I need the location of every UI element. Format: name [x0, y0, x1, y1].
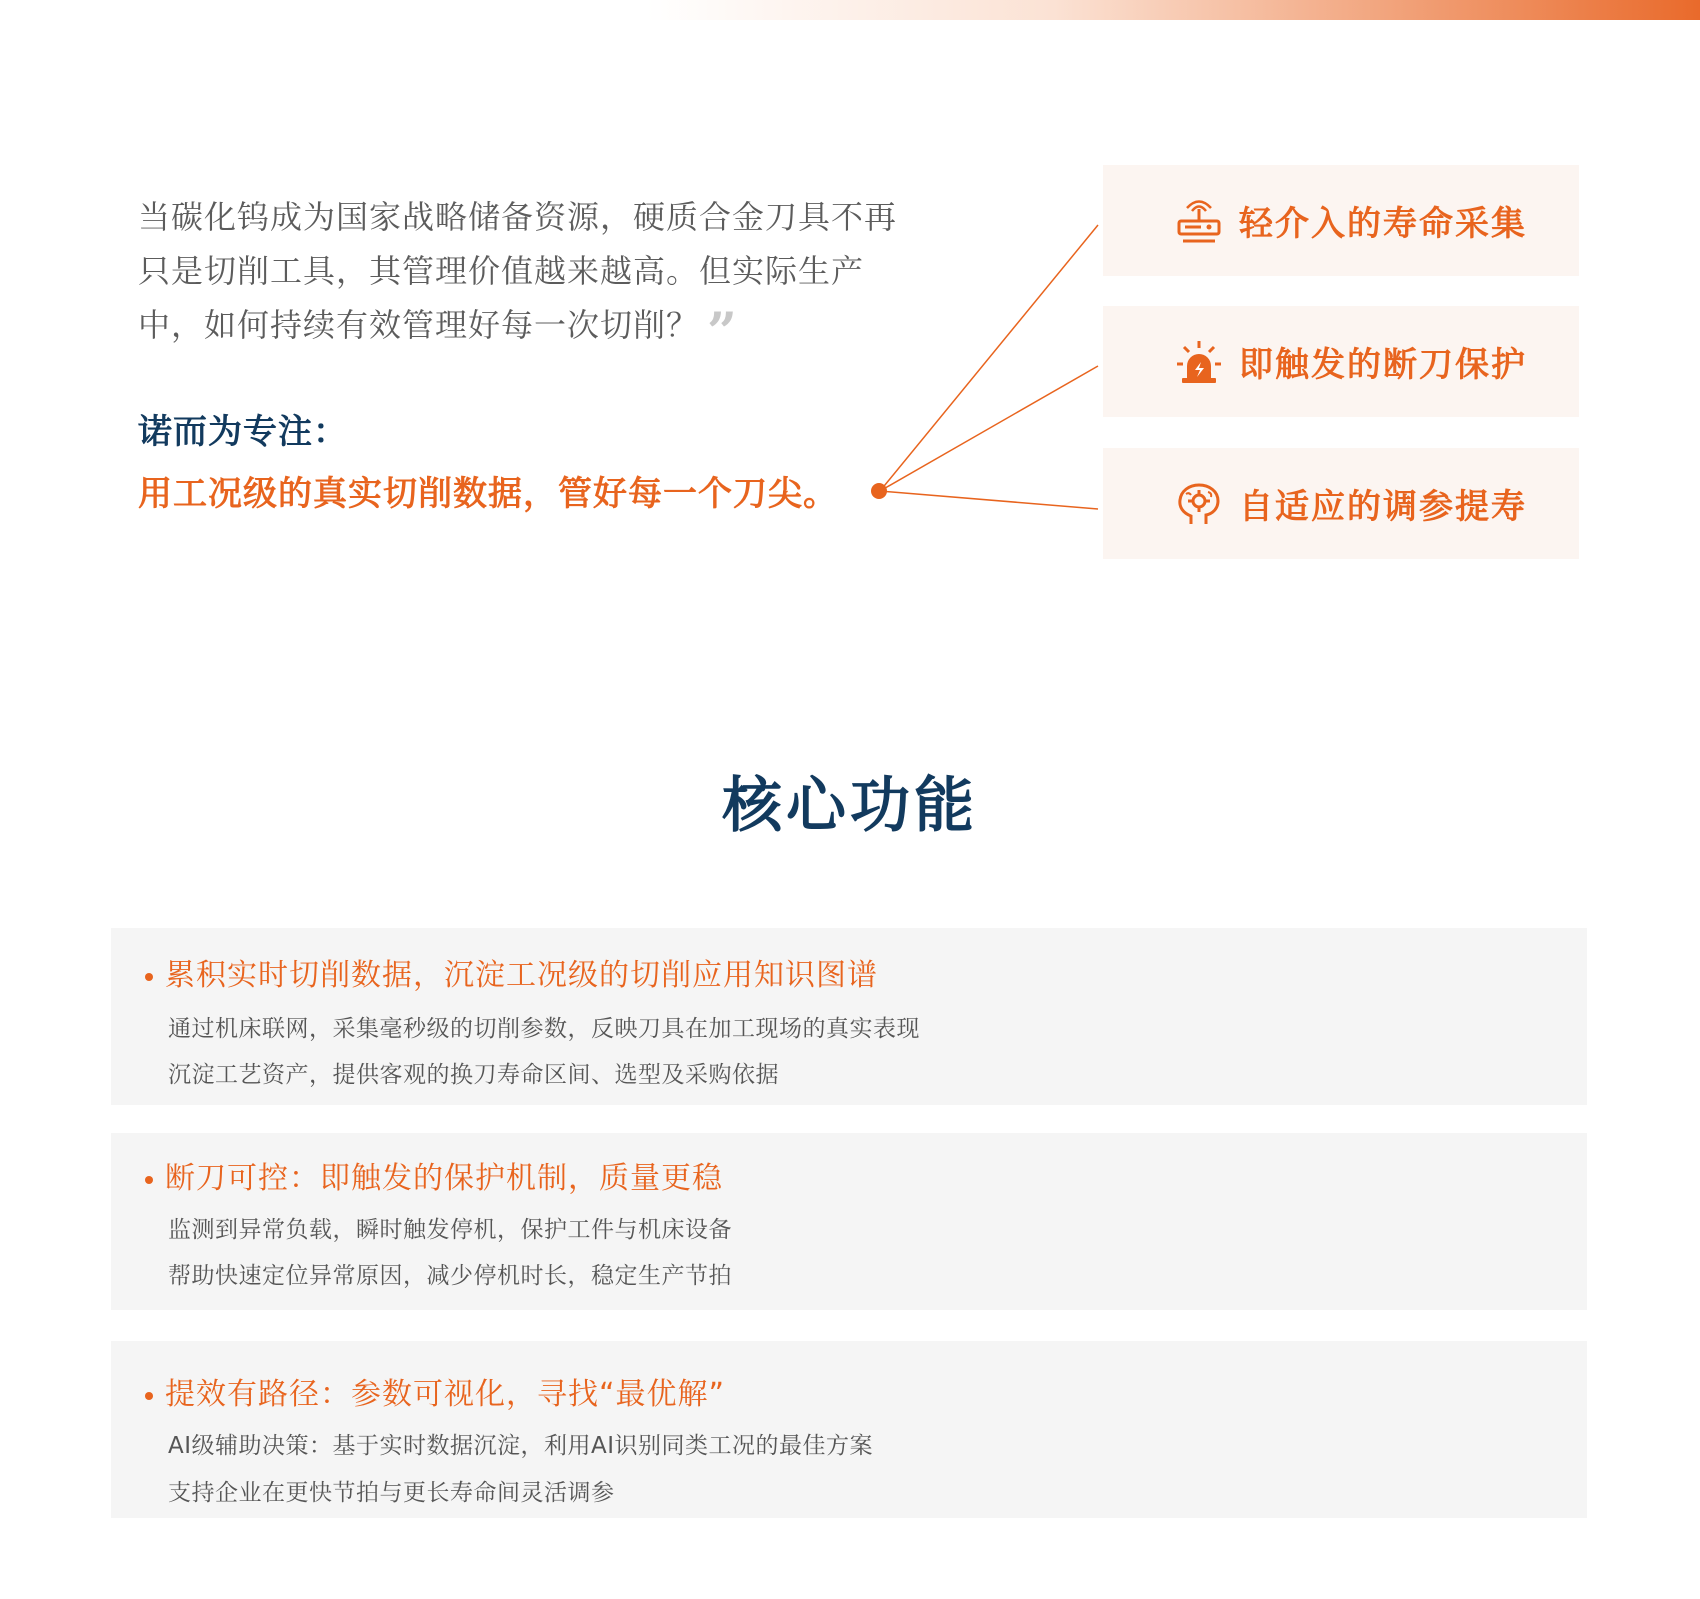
feature-label: 轻介入的寿命采集 — [1239, 204, 1527, 244]
feature-label: 即触发的断刀保护 — [1239, 345, 1527, 385]
function-title: 累积实时切削数据，沉淀工况级的切削应用知识图谱 — [145, 950, 878, 994]
focus-label: 诺而为专注： — [138, 412, 348, 452]
function-line: 帮助快速定位异常原因，减少停机时长，稳定生产节拍 — [168, 1263, 732, 1289]
feature-card-breakage — [1103, 306, 1579, 417]
function-card-efficiency — [111, 1341, 1587, 1518]
function-line: 监测到异常负载，瞬时触发停机，保护工件与机床设备 — [168, 1217, 732, 1243]
bullet-dot-icon — [145, 1176, 153, 1184]
feature-card-lifespan — [1103, 165, 1579, 276]
bullet-dot-icon — [145, 973, 153, 981]
intro-line: 中，如何持续有效管理好每一次切削？ ” — [138, 302, 738, 363]
function-line: 通过机床联网，采集毫秒级的切削参数，反映刀具在加工现场的真实表现 — [168, 1016, 920, 1042]
bullet-dot-icon — [145, 1392, 153, 1400]
function-line: 沉淀工艺资产，提供客观的换刀寿命区间、选型及采购依据 — [168, 1062, 779, 1088]
function-title: 断刀可控：即触发的保护机制，质量更稳 — [145, 1153, 723, 1197]
function-card-knowledge — [111, 928, 1587, 1105]
brain-gear-icon — [1175, 480, 1223, 528]
function-card-breakage — [111, 1133, 1587, 1310]
feature-card-tuning — [1103, 448, 1579, 559]
feature-label: 自适应的调参提寿 — [1239, 487, 1527, 527]
alarm-light-icon — [1175, 338, 1223, 386]
focus-slogan: 用工况级的真实切削数据，管好每一个刀尖。 — [138, 474, 838, 514]
section-title: 核心功能 — [722, 771, 978, 841]
function-line: 支持企业在更快节拍与更长寿命间灵活调参 — [168, 1480, 615, 1506]
intro-line: 只是切削工具，其管理价值越来越高。但实际生产 — [138, 252, 865, 290]
function-line: AI级辅助决策：基于实时数据沉淀，利用AI识别同类工况的最佳方案 — [168, 1433, 874, 1459]
sensor-device-icon — [1175, 197, 1223, 245]
quote-mark-icon: ” — [707, 302, 738, 363]
intro-line: 当碳化钨成为国家战略储备资源，硬质合金刀具不再 — [138, 198, 898, 236]
function-title: 提效有路径：参数可视化，寻找“最优解” — [145, 1369, 725, 1413]
connector-dot — [871, 483, 887, 499]
